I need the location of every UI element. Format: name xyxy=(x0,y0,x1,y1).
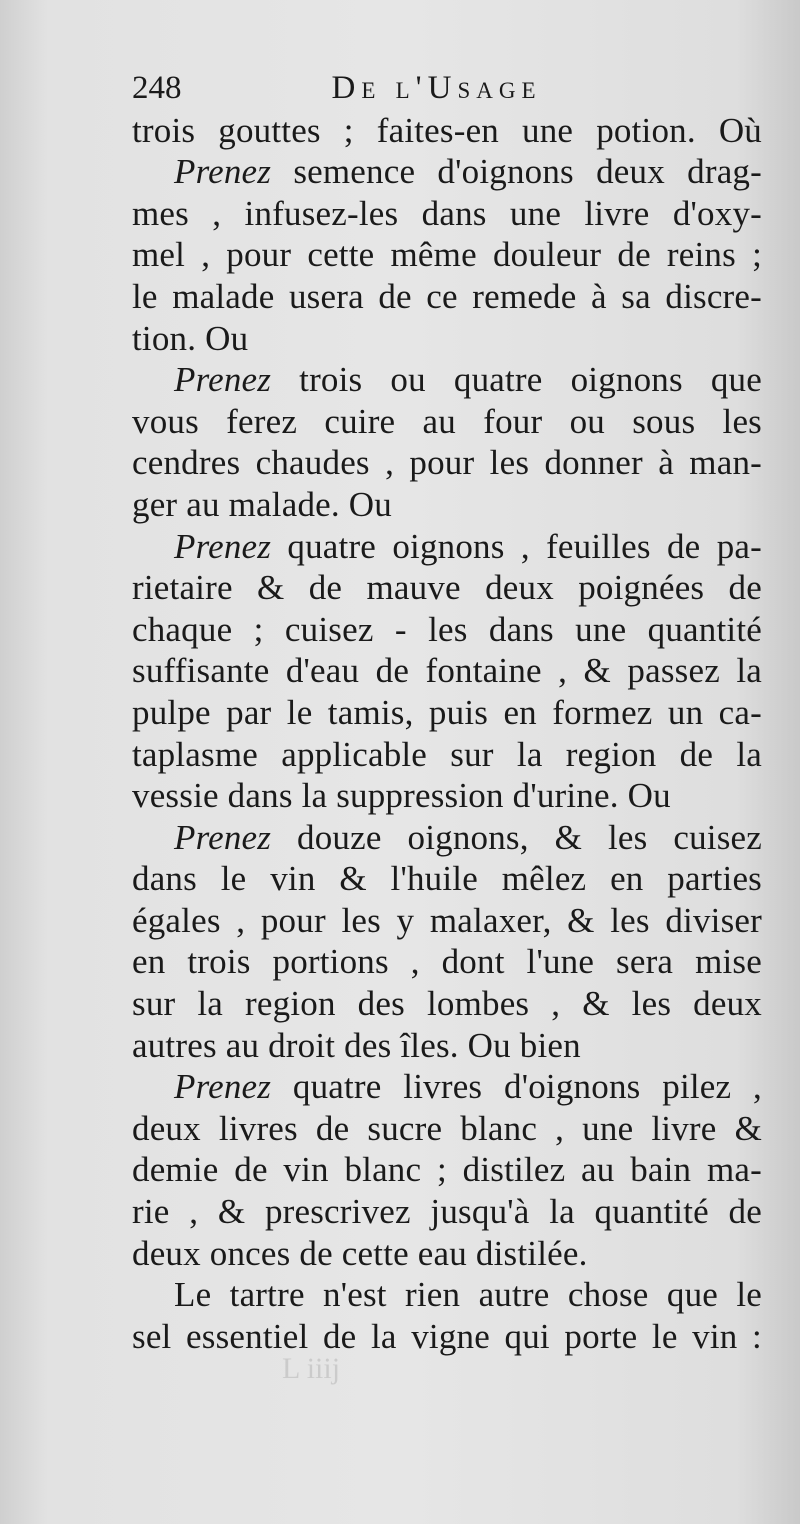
text-line: Le tartre n'est rien autre chose que le xyxy=(174,1275,762,1315)
text-line: autres au droit des îles. Ou bien xyxy=(132,1025,581,1065)
text-line: deux livres de sucre blanc , une livre & xyxy=(132,1108,762,1148)
running-title: De l'Usage xyxy=(331,70,542,106)
text-line: tion. Ou xyxy=(132,318,249,358)
signature-mark: L iiij xyxy=(282,1352,341,1385)
text-line: Prenez douze oignons, & les cuisez xyxy=(174,817,762,857)
text-line: pulpe par le tamis, puis en formez un ca- xyxy=(132,692,762,732)
text-line: sur la region des lombes , & les deux xyxy=(132,984,762,1024)
text-line: trois gouttes ; faites-en une potion. Où xyxy=(132,110,762,150)
text-line: Prenez trois ou quatre oignons que xyxy=(174,360,762,400)
text-line: en trois portions , dont l'une sera mise xyxy=(132,942,762,982)
text-line: rie , & prescrivez jusqu'à la quantité de xyxy=(132,1192,762,1232)
text-line: Prenez quatre livres d'oignons pilez , xyxy=(174,1067,762,1107)
text-line: le malade usera de ce remede à sa discre- xyxy=(132,276,762,316)
text-line: sel essentiel de la vigne qui porte le vin : xyxy=(132,1316,762,1356)
page-number: 248 xyxy=(132,70,182,106)
text-line: ger au malade. Ou xyxy=(132,484,392,524)
text-line: mel , pour cette même douleur de reins ; xyxy=(132,235,762,275)
text-line: Prenez semence d'oignons deux drag- xyxy=(174,152,762,192)
text-line: dans le vin & l'huile mêlez en parties xyxy=(132,859,762,899)
text-line: taplasme applicable sur la region de la xyxy=(132,734,762,774)
text-line: deux onces de cette eau distilée. xyxy=(132,1233,588,1273)
text-line: demie de vin blanc ; distilez au bain ma- xyxy=(132,1150,762,1190)
text-line: suffisante d'eau de fontaine , & passez la xyxy=(132,651,762,691)
page-text xyxy=(132,68,762,1357)
text-line: vous ferez cuire au four ou sous les xyxy=(132,401,762,441)
text-line: rietaire & de mauve deux poignées de xyxy=(132,568,762,608)
text-line: égales , pour les y malaxer, & les diviser xyxy=(132,900,762,940)
text-line: chaque ; cuisez - les dans une quantité xyxy=(132,609,762,649)
text-line: vessie dans la suppression d'urine. Ou xyxy=(132,776,671,816)
text-line: Prenez quatre oignons , feuilles de pa- xyxy=(174,526,762,566)
text-line: cendres chaudes , pour les donner à man- xyxy=(132,443,762,483)
page-header xyxy=(132,68,762,110)
text-line: mes , infusez-les dans une livre d'oxy- xyxy=(132,193,762,233)
